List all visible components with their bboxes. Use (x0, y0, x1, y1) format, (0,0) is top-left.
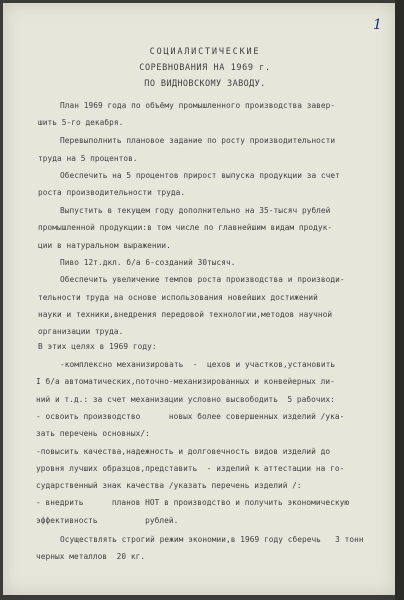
text-line: Обеспечить на 5 процентов прирост выпуска продукции за счет (60, 171, 340, 180)
text-line: - внедрить планов НОТ в производство и получить экономическую (36, 498, 350, 507)
document-page (3, 3, 395, 595)
text-line: План 1969 года по объёму промышленного производства завер- (60, 101, 336, 110)
text-line: зать перечень основных/: (36, 429, 150, 438)
text-line: -комплексно механизировать - цехов и участков,установить (60, 360, 336, 369)
text-line: Пиво 12т.дкл. б/а 6-созданий 30тысяч. (60, 258, 236, 267)
text-line: Выпустить в текущем году дополнительно на 35-тысяч рублей (60, 206, 331, 215)
text-line: тельности труда на основе использования новейших достижений (38, 293, 318, 302)
text-line: уровня лучших образцов,представить - изделий к аттестации на го- (36, 464, 345, 473)
scan-edge (395, 0, 404, 600)
page-number: 1 (373, 17, 382, 33)
text-line: организации труда. (38, 327, 124, 336)
text-line: Осуществлять строгий режим экономии,в 1969 году сберечь 3 тонн (60, 535, 364, 544)
text-line: сударственный знак качества /указать перечень изделий /: (36, 481, 302, 490)
text-line: труда на 5 процентов. (38, 154, 138, 163)
title-line-2: СОРЕВНОВАНИЯ НА 1969 г. (139, 63, 271, 73)
text-line: ции в натуральном выражении. (38, 241, 171, 250)
text-line: черных металлов 20 кг. (36, 552, 146, 561)
text-line: -повысить качества,надежность и долговечность видов изделий до (36, 447, 331, 456)
text-line: промышленной продукции:в том числе по главнейшим видам продук- (38, 223, 333, 232)
title-line-3: ПО ВИДНОВСКОМУ ЗАВОДУ. (144, 79, 266, 89)
text-line: роста производительности труда. (38, 188, 186, 197)
text-line: В этих целях в 1969 году: (38, 342, 157, 351)
text-line: - освоить производство новых более совершенных изделий /ука- (36, 412, 345, 421)
text-line: эффективность рублей. (36, 516, 179, 525)
text-line: Перевыполнить плановое задание по росту производительности (60, 136, 336, 145)
text-line: шить 5-го декабря. (38, 118, 124, 127)
text-line: Обеспечить увеличение темпов роста производства и производи- (60, 275, 345, 284)
text-line: I б/а автоматических,поточно-механизированных и конвейерных ли- (36, 377, 335, 386)
title-line-1: СОЦИАЛИСТИЧЕСКИЕ (149, 47, 261, 57)
text-line: ний и т.д.: за счет механизации условно высвободить 5 рабочих: (36, 395, 335, 404)
text-line: науки и техники,внедрения передовой технологии,методов научной (38, 310, 333, 319)
